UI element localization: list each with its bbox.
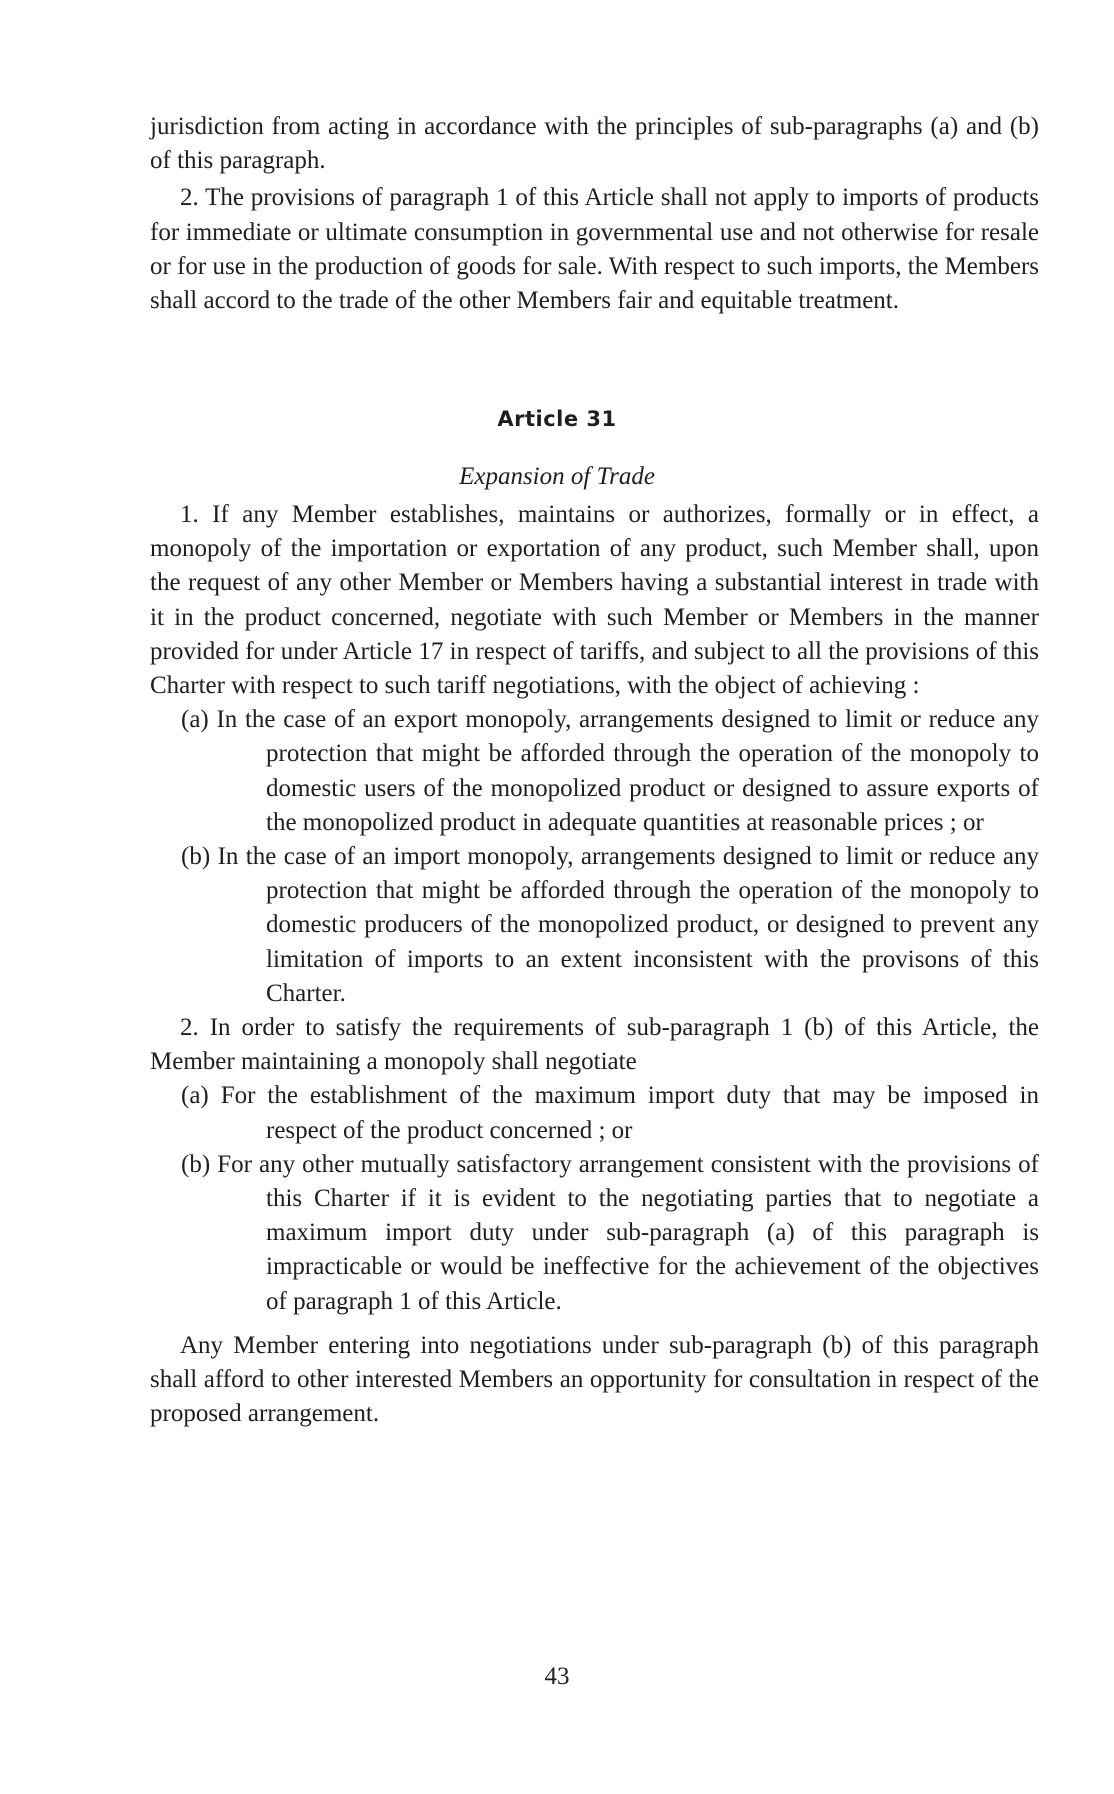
page-number: 43 bbox=[544, 1663, 570, 1690]
continuation-paragraph: jurisdiction from acting in accordance with the principles of sub-paragraphs (a) and (b) of this paragraph. bbox=[150, 113, 1039, 175]
closing-paragraph: Any Member entering into negotiations under sub-paragraph (b) of this paragraph shall afford to other interested Members an opportunity for consultation in respect of the proposed arrangement. bbox=[150, 1331, 1039, 1428]
section-2-item-a bbox=[150, 1079, 1039, 1147]
paragraph-2: 2. The provisions of paragraph 1 of this Article shall not apply to imports of products for immediate or ultimate consumption in governmental use and not otherwise for resale or for use in the production of goods for sale. With respect to such imports, the Members shall accord to the trade of the other Members fair and equitable treatment. bbox=[150, 184, 1039, 315]
item-label: (b) bbox=[181, 1150, 211, 1178]
section-2-item-b bbox=[150, 1148, 1039, 1319]
item-text: In the case of an import monopoly, arrangements designed to limit or reduce any protection that might be afforded through the operation of the monopoly to domestic producers of the monopolized product, or designed to prevent any limitation of imports to an extent inconsistent with the provisons of this Charter. bbox=[217, 843, 1039, 1007]
section-1-item-a bbox=[150, 703, 1039, 840]
section-1-item-b bbox=[150, 840, 1039, 1011]
article-heading: Article 31 bbox=[497, 407, 617, 431]
section-1-intro: 1. If any Member establishes, maintains or authorizes, formally or in effect, a monopoly of the importation or exportation of any product, such Member shall, upon the request of any other Member or Members having a substantial interest in trade with it in the product concerned, negotiate with such Member or Members in the manner provided for under Article 17 in respect of tariffs, and subject to all the provisions of this Charter with respect to such tariff negotiations, with the object of achieving : bbox=[150, 501, 1039, 700]
item-text: For any other mutually satisfactory arrangement consistent with the provisions of this Charter if it is evident to the negotiating parties that to negotiate a maximum import duty under sub-paragraph (a) of this paragraph is impracticable or would be ineffective for the achievement of the objectives of paragraph 1 of this Article. bbox=[217, 1150, 1039, 1315]
continuation-block bbox=[150, 110, 1039, 318]
item-label: (a) bbox=[181, 1082, 209, 1110]
item-label: (b) bbox=[181, 843, 211, 871]
item-text: In the case of an export monopoly, arrangements designed to limit or reduce any protection that might be afforded through the operation of the monopoly to domestic users of the monopolized product or designed to assure exports of the monopolized product in adequate quantities at reasonable prices ; or bbox=[216, 706, 1039, 836]
article-body bbox=[150, 498, 1039, 1431]
item-label: (a) bbox=[181, 706, 209, 734]
article-subtitle: Expansion of Trade bbox=[459, 463, 655, 490]
item-text: For the establishment of the maximum import duty that may be imposed in respect of the product concerned ; or bbox=[220, 1082, 1040, 1144]
section-2-intro: 2. In order to satisfy the requirements of sub-paragraph 1 (b) of this Article, the Member maintaining a monopoly shall negotiate bbox=[150, 1014, 1039, 1076]
